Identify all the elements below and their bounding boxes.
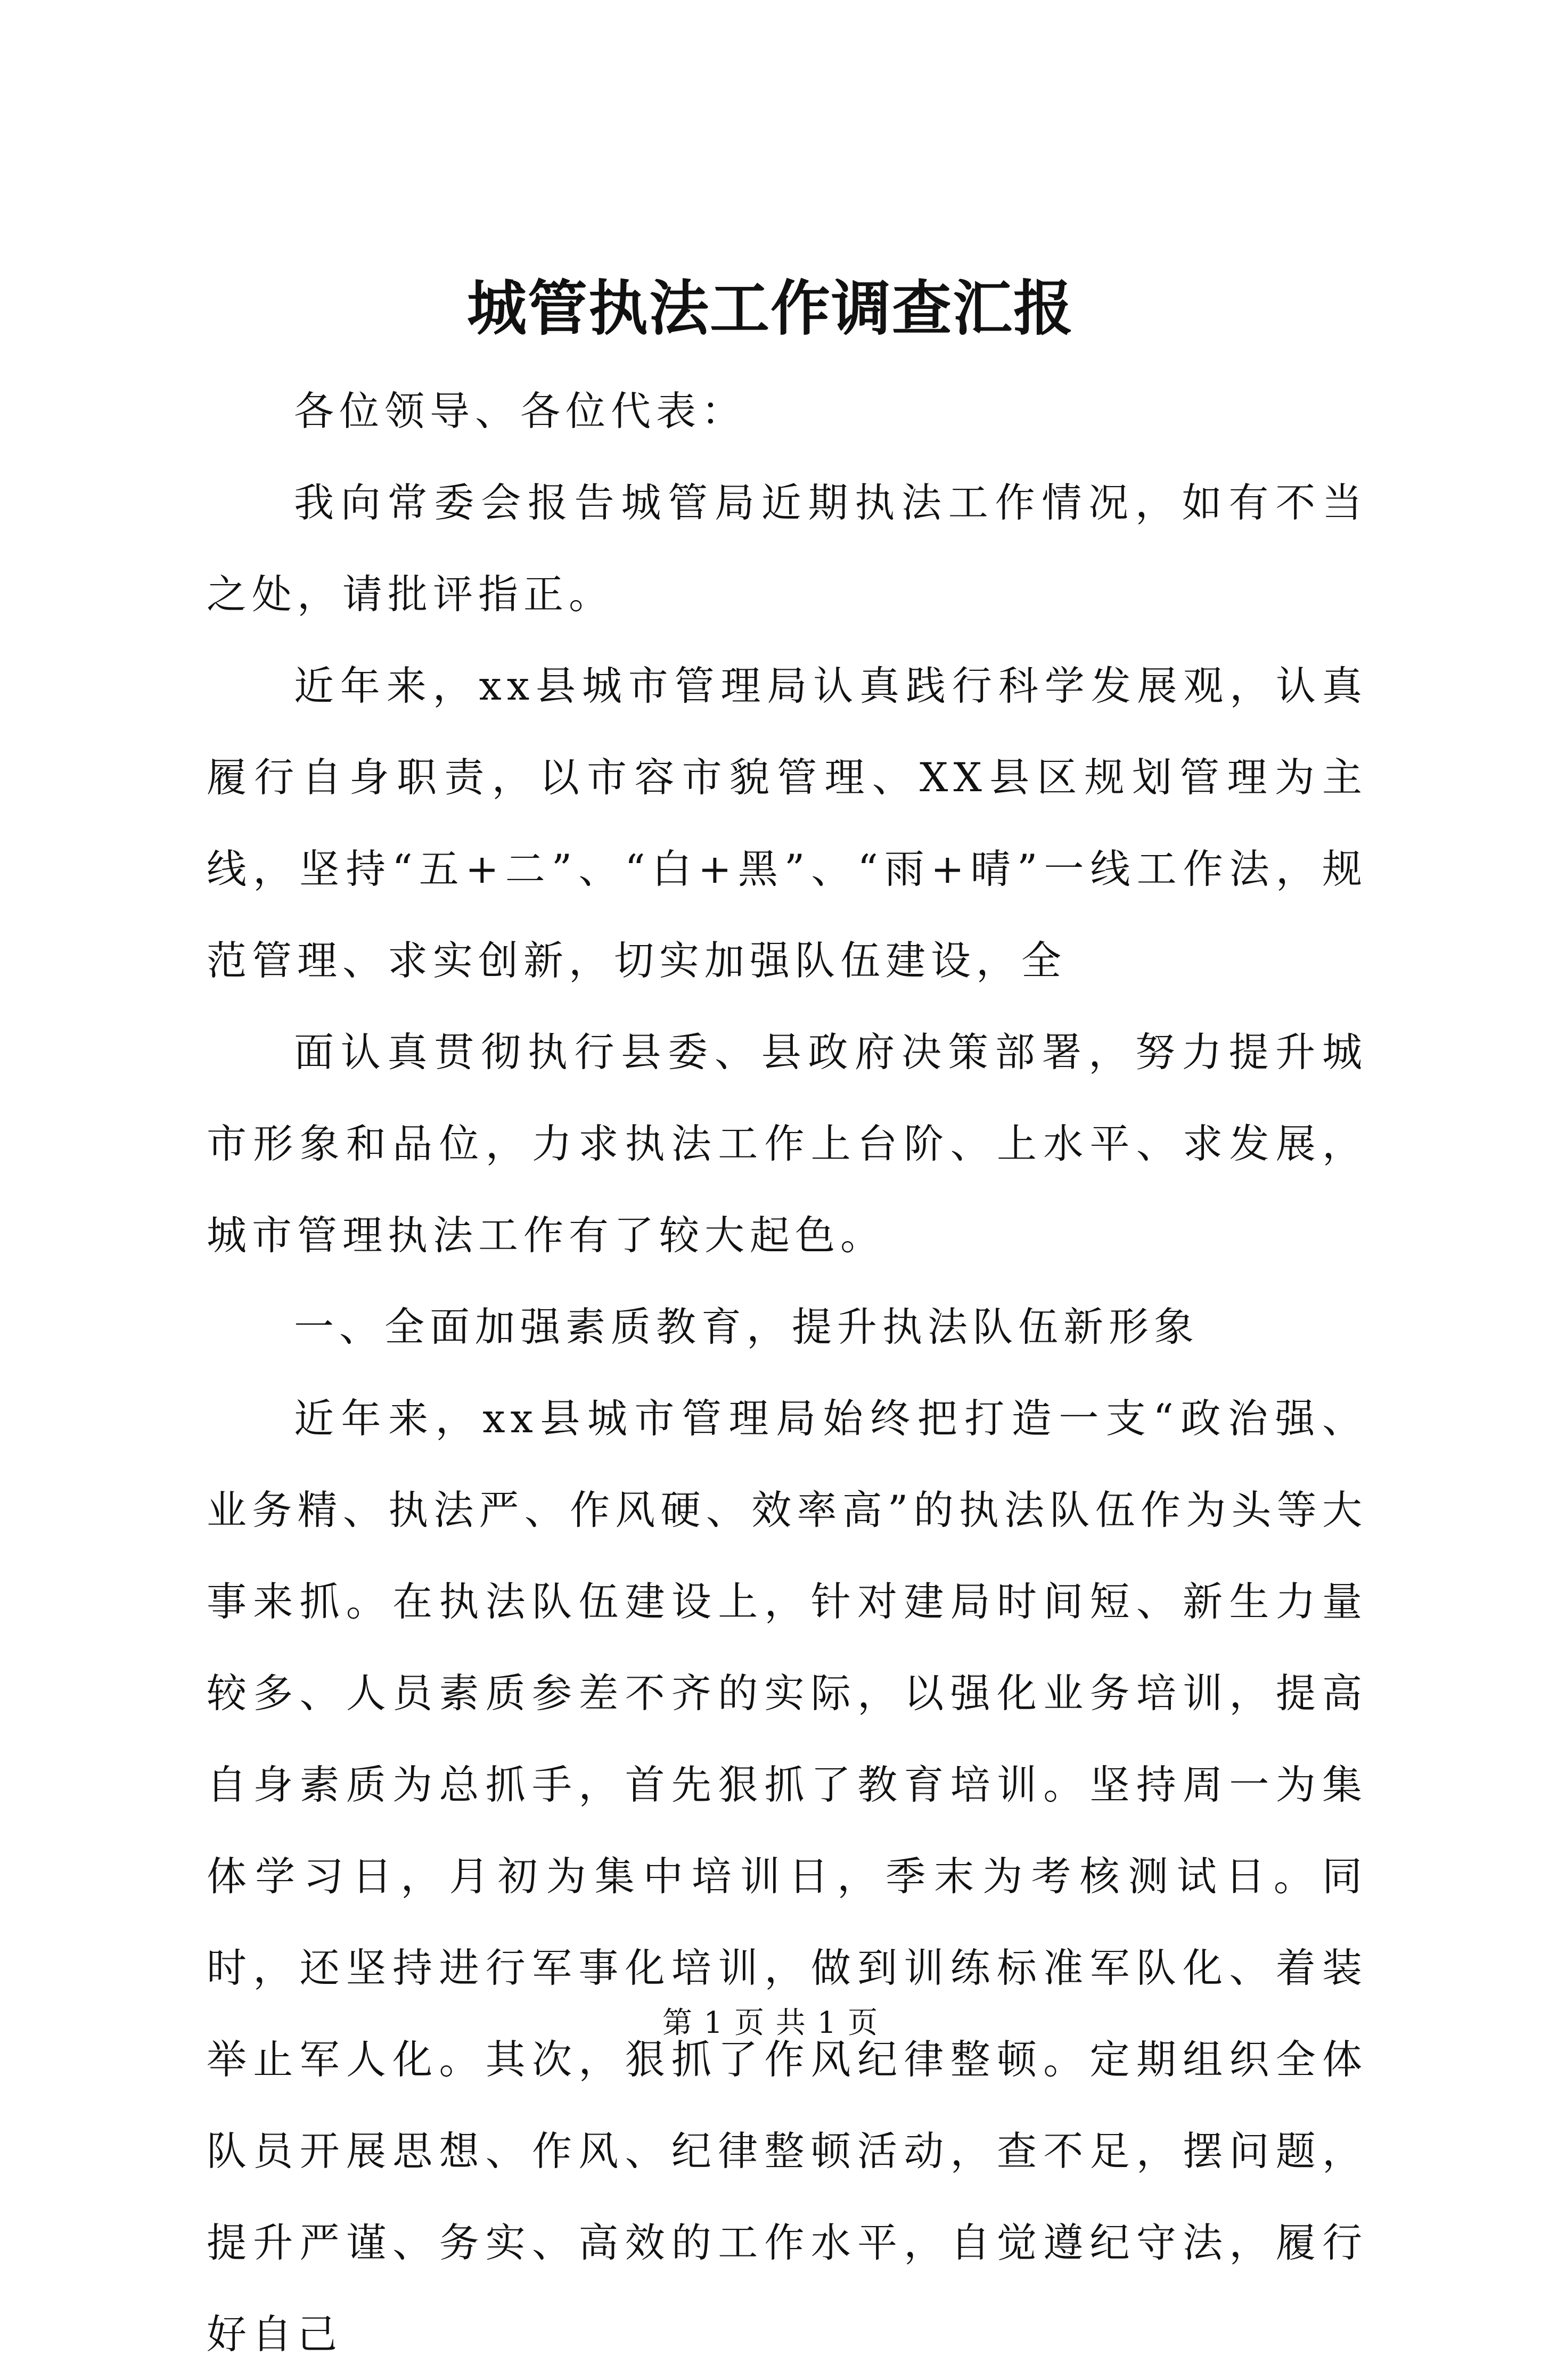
section-heading: 一、全面加强素质教育，提升执法队伍新形象 <box>294 1303 1200 1350</box>
body-paragraph: 面认真贯彻执行县委、县政府决策部署，努力提升城市形象和品位，力求执法工作上台阶、上水平、求发展，城市管理执法工作有了较大起色。 <box>207 1029 1367 1259</box>
salutation-paragraph: 各位领导、各位代表： <box>294 388 747 434</box>
body-paragraph: 近年来，xx县城市管理局始终把打造一支“政治强、业务精、执法严、作风硬、效率高”的执法队伍作为头等大事来抓。在执法队伍建设上，针对建局时间短、新生力量较多、人员素质参差不齐的实际，以强化业务培训，提高自身素质为总抓手，首先狠抓了教育培训。坚持周一为集体学习日，月初为集中培训日，季末为考核测试日。同时，还坚持进行军事化培训，做到训练标准军队化、着装举止军人化。其次，狠抓了作风纪律整顿。定期组织全体队员开展思想、作风、纪律整顿活动，查不足，摆问题，提升严谨、务实、高效的工作水平，自觉遵纪守法，履行好自己 <box>207 1395 1367 2358</box>
opening-paragraph: 我向常委会报告城管局近期执法工作情况，如有不当之处，请批评指正。 <box>207 479 1367 618</box>
document-title: 城管执法工作调查汇报 <box>467 274 1074 343</box>
page-footer: 第 1 页 共 1 页 <box>662 2006 879 2040</box>
document-body <box>207 365 1367 2380</box>
body-paragraph: 近年来，xx县城市管理局认真践行科学发展观，认真履行自身职责，以市容市貌管理、XX县区规划管理为主线，坚持“五+二”、“白+黑”、“雨+晴”一线工作法，规范管理、求实创新，切实加强队伍建设，全 <box>207 662 1367 984</box>
